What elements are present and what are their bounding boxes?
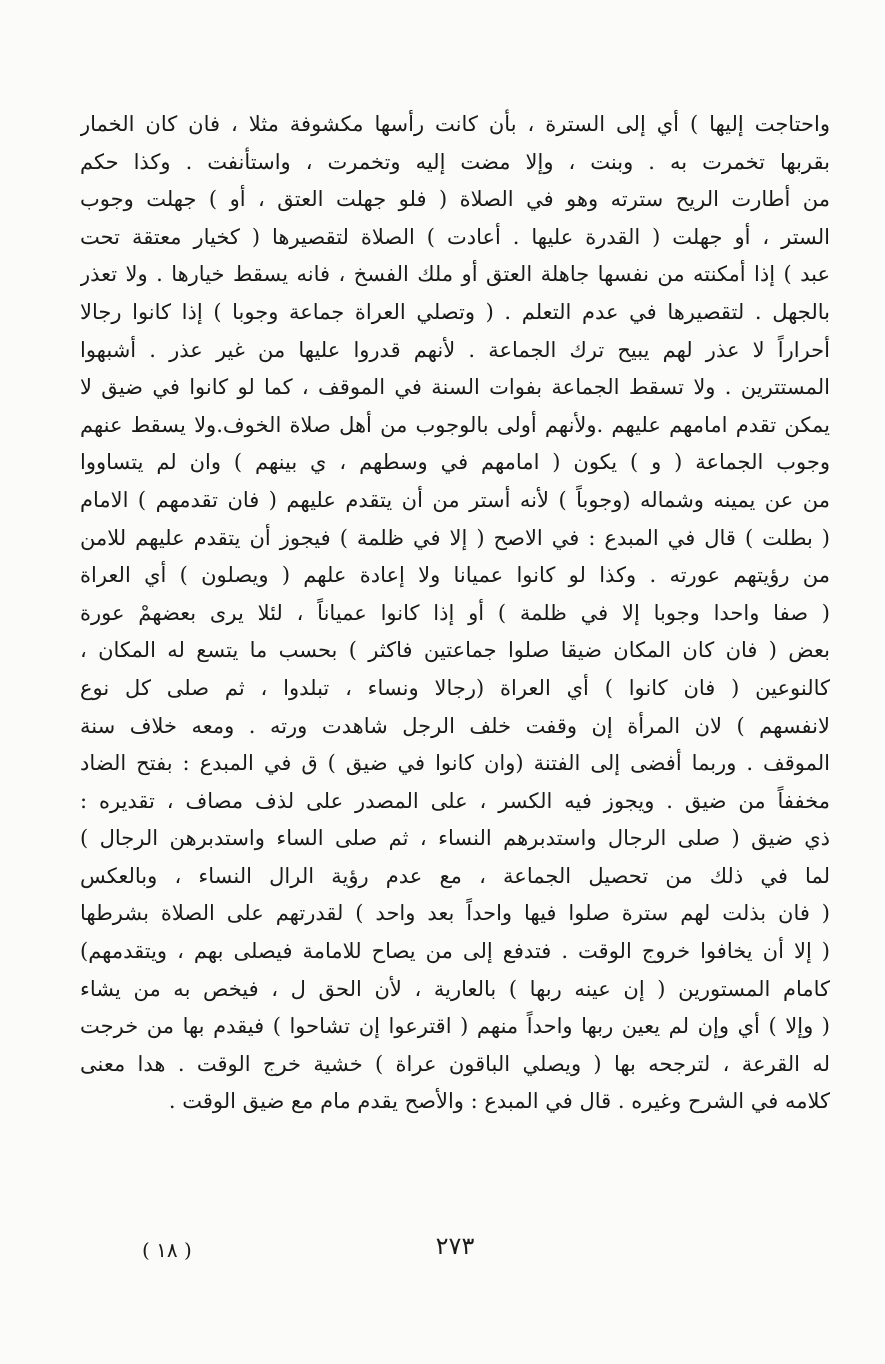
text-line-23: ( إلا أن يخافوا خروج الوقت . فتدفع إلى من يصاح للامامة فيصلى بهم ، ويتقدمهم) <box>80 939 830 964</box>
text-line-6: بالجهل . لتقصيرها في عدم التعلم . ( وتصلي العراة جماعة وجوبا ) إذا كانوا رجالا <box>80 299 830 324</box>
text-line-8: المستترين . ولا تسقط الجماعة بفوات السنة في الموقف ، كما لو كانوا في ضيق لا <box>80 375 830 400</box>
text-line-2: بقربها تخمرت به . وبنت ، وإلا مضت إليه وتخمرت ، واستأنفت . وكذا حكم <box>80 149 830 174</box>
text-line-13: من رؤيتهم عورته . وكذا لو كانوا عميانا ولا إعادة علهم ( ويصلون ) أي العراة <box>80 563 830 588</box>
text-line-11: من عن يمينه وشماله (وجوباً ) لأنه أستر من أن يتقدم عليهم ( فان تقدمهم ) الامام <box>80 487 830 512</box>
page-number: ٢٧٣ <box>435 1232 475 1260</box>
text-line-16: كالنوعين ( فان كانوا ) أي العراة (رجالا ونساء ، تبلدوا ، ثم صلى كل نوع <box>80 675 830 700</box>
text-line-18: الموقف . وربما أفضى إلى الفتنة (وان كانوا في ضيق ) ق في المبدع : بفتح الضاد <box>80 751 830 776</box>
text-line-21: لما في ذلك من تحصيل الجماعة ، مع عدم رؤية الرال النساء ، وبالعكس <box>80 863 830 888</box>
text-line-20: ذي ضيق ( صلى الرجال واستدبرهم النساء ، ثم صلى الساء واستدبرهن الرجال ) <box>80 826 830 851</box>
page-footer <box>80 1232 830 1272</box>
main-text <box>80 106 830 1121</box>
text-line-10: وجوب الجماعة ( و ) يكون ( امامهم في وسطهم ، ي بينهم ) وان لم يتساووا <box>80 450 830 475</box>
text-line-19: مخففاً من ضيق . ويجوز فيه الكسر ، على المصدر على لذف مصاف ، تقديره : <box>80 788 830 813</box>
text-line-14: ( صفا واحدا وجوبا إلا في ظلمة ) أو إذا كانوا عمياناً ، لئلا يرى بعضهمْ عورة <box>80 600 830 625</box>
text-line-15: بعض ( فان كان المكان ضيقا صلوا جماعتين فاكثر ) بحسب ما يتسع له المكان ، <box>80 638 830 663</box>
text-line-4: الستر ، أو جهلت ( القدرة عليها . أعادت ) الصلاة لتقصيرها ( كخيار معتقة تحت <box>80 224 830 249</box>
text-line-12: ( بطلت ) قال في المبدع : في الاصح ( إلا في ظلمة ) فيجوز أن يتقدم عليهم للامن <box>80 525 830 550</box>
text-line-1: واحتاجت إليها ) أي إلى السترة ، بأن كانت رأسها مكشوفة مثلا ، فان كان الخمار <box>80 112 830 136</box>
text-line-3: من أطارت الريح سترته وهو في الصلاة ( فلو جهلت العتق ، أو ) جهلت وجوب <box>80 187 830 212</box>
text-line-24: كامام المستورين ( إن عينه ربها ) بالعارية ، لأن الحق ل ، فيخص به من يشاء <box>80 976 830 1001</box>
text-line-25: ( وإلا ) أي وإن لم يعين ربها واحداً منهم ( اقترعوا إن تشاحوا ) فيقدم بها من خرجت <box>80 1014 830 1039</box>
text-line-27: كلامه في الشرح وغيره . قال في المبدع : والأصح يقدم مام مع ضيق الوقت . <box>168 1089 830 1114</box>
text-line-9: يمكن تقدم امامهم عليهم .ولأنهم أولى بالوجوب من أهل صلاة الخوف.ولا يسقط عنهم <box>80 412 830 437</box>
text-line-17: لانفسهم ) لان المرأة إن وقفت خلف الرجل شاهدت ورته . ومعه خلاف سنة <box>80 713 830 738</box>
text-line-22: ( فان بذلت لهم سترة صلوا فيها واحداً بعد واحد ) لقدرتهم على الصلاة بشرطها <box>80 901 830 926</box>
text-line-26: له القرعة ، لترجحه بها ( ويصلي الباقون عراة ) خشية خرج الوقت . هدا معنى <box>80 1051 830 1076</box>
text-line-7: أحراراً لا عذر لهم يبيح ترك الجماعة . لأنهم قدروا عليها من غير عذر . أشبهوا <box>80 337 830 362</box>
signature-mark: ( ١٨ ) <box>142 1238 192 1262</box>
text-line-5: عبد ) إذا أمكنته من نفسها جاهلة العتق أو ملك الفسخ ، فانه يسقط خيارها . ولا تعذر <box>80 262 830 287</box>
